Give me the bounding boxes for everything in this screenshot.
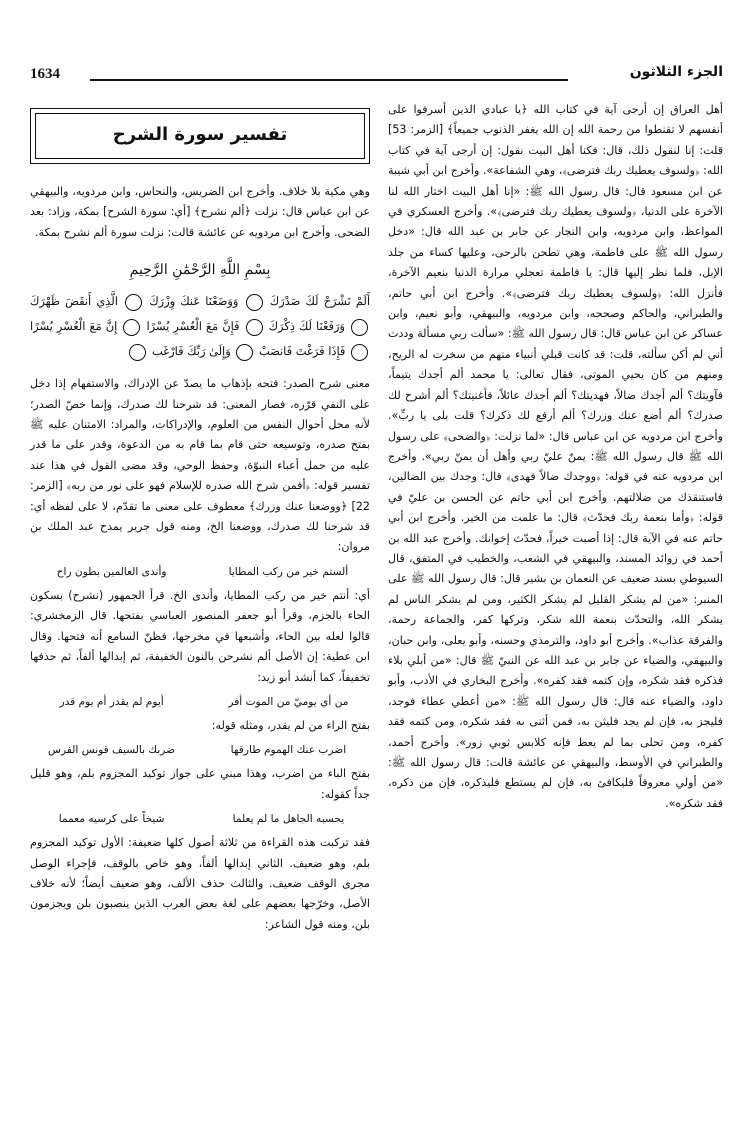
basmala: بِسْمِ اللَّهِ الرَّحْمَٰنِ الرَّحِيمِ [129, 262, 271, 279]
surah-title-box [30, 108, 370, 164]
paragraph: أهل العراق إن أرجى آية في كتاب الله ﴿يا عبادي الذين أسرفوا على أنفسهم لا تقنطوا من رحمة الله إن الله يغفر الذنوب جميعاً﴾ [الزمر: 53] قلت: إنا لنقول ذلك، قال: فكنا أهل البيت نقول: إن أرجى آية في كتاب الله: ﴿ولسوف يعطيك ربك فترضى﴾، وهي الشفاعة». وأخرج ابن أبي شيبة عن ابن مسعود قال: قال رسول الله ﷺ: «إنا أهل البيت اختار الله لنا الآخرة على الدنيا، ﴿ولسوف يعطيك ربك فترضى﴾». وأخرج العسكري في المواعظ، وابن مردويه، وابن النجار عن جابر بن عبد الله قال: «دخل رسول الله ﷺ على فاطمة، وهي تطحن بالرحى، وعليها كساء من جلد الإبل، فلما نظر إليها قال: يا فاطمة تعجلي مرارة الدنيا بنعيم الآخرة، فأنزل الله: ﴿ولسوف يعطيك ربك فترضى﴾». وأخرج ابن أبي حاتم، والطبراني، والحاكم وصححه، وابن مردويه، والبيهقي، وأبو نعيم، وابن عساكر عن ابن عباس قال: قال رسول الله ﷺ: «سألت ربي مسألة وددت أني لم أكن سألته، قلت: قد كانت قبلي أنبياء منهم من سخرت له الريح، ومنهم من كان يحيي الموتى، فقال تعالى: يا محمد ألم أجدك يتيماً، فآويتك؟ ألم أجدك ضالاً، فهديتك؟ ألم أجدك عائلاً، فأغنيتك؟ ألم أشرح لك صدرك؟ ألم أضع عنك وزرك؟ ألم أرفع لك ذكرك؟ قلت بلى يا ربِّ». وأخرج ابن مردويه عن ابن عباس قال: «لما نزلت: ﴿والضحى﴾ على رسول الله ﷺ قال رسول الله ﷺ: يمنّ عليّ ربي وأهل أن يمنّ ربي». وأخرج ابن مردويه عنه في قوله: ﴿ووجدك ضالاً فهدى﴾ قال: وجدك بين الضالين، فاستنقذك من ضلالتهم. وأخرج ابن أبي حاتم عن الحسن بن عليّ في قوله: ﴿وأما بنعمة ربك فحدّث﴾ قال: ما علمت من الخير. وأخرج ابن أبي حاتم عنه في الآية قال: إذا أصبت خيراً، فحدّث إخوانك. وأخرج عبد الله بن أحمد في زوائد المسند، والبيهقي في الشعب، والخطيب في المتفق، قال السيوطي بسند ضعيف عن النعمان بن بشير قال: قال رسول الله ﷺ على المنبر: «من لم يشكر القليل لم يشكر الكثير، ومن لم يشكر الناس لم يشكر الله، والتحدّث بنعمة الله شكر، وتركها كفر، والجماعة رحمة، والفرقة عذاب». وأخرج أبو داود، والترمذي وحسنه، وأبو يعلى، وابن حبان، والبيهقي، والضياء عن جابر بن عبد الله عن النبيّ ﷺ قال: «من أبلي بلاء فذكره فقد شكره، وإن كتمه فقد كفره». وأخرج البخاري في الأدب، وأبو داود، والضياء عنه قال: قال رسول الله ﷺ: «من أعطي عطاء فوجد، فليجز به، فإن لم يجد فليثن به، فمن أثنى به فقد شكره، ومن كتمه فقد كفره، ومن تحلى بما لم يعط فإنه كلابس ثوبي زور». وأخرج أحمد، والطبراني في الأوسط، والبيهقي عن عائشة قالت: قال رسول الله ﷺ: «من أولي معروفاً فليكافئ به، فإن لم يستطع فليذكره، فإن من ذكره، فقد شكره». [388, 103, 723, 810]
verse-end-marker-icon [123, 319, 140, 336]
body-paragraph: فقد تركبت هذه القراءة من ثلاثة أصول كلها ضعيفة: الأول توكيد المجزوم بلم، وهو ضعيف. الثاني إبدالها ألفاً، وهو خاص بالوقف، فإجراء الوصل مجرى الوقف ضعيف. والثالث حذف الألف، وهو ضعيف أيضاً؛ لأنه خلاف الأصل، وخرّجها بعضهم على لغة بعض العرب الذين ينصبون بلن ويجزمون بلن، ومنه قول الشاعر: [30, 836, 370, 931]
body-paragraph: أي: أنتم خير من ركب المطايا، وأندى الخ. قرأ الجمهور (نشرح) بسكون الحاء بالجزم، وقرأ أبو جعفر المنصور العباسي بفتحها. قال الزمخشري: قالوا لعله بين الحاء، وأشبعها في مخرجها، فظنّ السامع أنه فتحها. وقال ابن عطية: إن الأصل ألم نشرحن بالنون الخفيفة، ثم إبدالها ألفاً، ثم حذفها تخفيفاً، كما أنشد أبو زيد: [30, 588, 370, 684]
body-paragraph: بفتح الباء من اضرب، وهذا مبني على جواز توكيد المجزوم بلم، وهو قليل جداً كقوله: [30, 767, 370, 801]
poem-line [30, 740, 370, 760]
verse-end-marker-icon [246, 319, 263, 336]
verse-end-marker-icon [246, 294, 263, 311]
surah-title: تفسير سورة الشرح [35, 113, 365, 159]
verse-end-marker-icon [129, 344, 146, 361]
page-header [30, 66, 723, 88]
body-paragraph: معنى شرح الصدر: فتحه بإذهاب ما يصدّ عن الإدراك، والاستفهام إذا دخل على النفي قرّره، فصار المعنى: قد شرحنا لك صدرك، وإنما خصّ الصدر؛ لأنه محل أحوال النفس من العلوم، والإدراكات، والمراد: الامتنان عليه ﷺ بفتح صدره، وتوسيعه حتى قام بما قام به من الدعوة، وقدر على ما قدر عليه من حمل أعباء النبوّة، وحفظ الوحي، وقد مضى القول في هذا عند تفسير قوله: ﴿أفمن شرح الله صدره للإسلام فهو على نور من ربه﴾ [الزمر: 22] ﴿ووضعنا عنك وزرك﴾ معطوف على معنى ما تقدّم، لا على لفظه أي: قد شرحنا لك صدرك، ووضعنا الخ، ومنه قول جرير يمدح عبد الملك بن مروان: [30, 377, 370, 554]
verse-end-marker-icon [236, 344, 253, 361]
surah-verses [30, 289, 370, 364]
verse-end-marker-icon [351, 319, 368, 336]
verse: وَوَضَعْنَا عَنكَ وِزْرَكَ [149, 294, 239, 309]
hemistich: ألستم خير من ركب المطايا [228, 565, 349, 578]
verse: إِنَّ مَعَ الْعُسْرِ يُسْرًا [30, 319, 118, 334]
verse: وَرَفَعْنَا لَكَ ذِكْرَكَ [268, 319, 345, 334]
hemistich: من أي يوميّ من الموت أفر [228, 695, 349, 708]
verse: وَإِلَىٰ رَبِّكَ فَارْغَب [152, 344, 231, 359]
poem-line [30, 692, 370, 712]
verse-end-marker-icon [125, 294, 142, 311]
intro-paragraph: وهي مكية بلا خلاف. وأخرج ابن الضريس، والنحاس، وابن مردويه، والبيهقي عن ابن عباس قال: نزلت ﴿ألم نشرح﴾ [أي: سورة الشرح] بمكة، وزاد: بعد الضحى. وأخرج ابن مردويه عن عائشة قالت: نزلت سورة ألم نشرح بمكة. [30, 185, 370, 239]
hemistich: شيخاً على كرسيه معمما [58, 813, 165, 826]
hemistich: وأندى العالمين بطون راح [56, 565, 167, 578]
page-number: 1634 [30, 66, 60, 82]
verse: فَإِنَّ مَعَ الْعُسْرِ يُسْرًا [146, 319, 240, 334]
left-column [30, 108, 370, 935]
verse: فَإِذَا فَرَغْتَ فَانصَبْ [258, 344, 346, 359]
verse: الَّذِي أَنقَضَ ظَهْرَكَ [30, 294, 118, 309]
poem-line [30, 562, 370, 582]
poem-line [30, 809, 370, 829]
running-title: الجزء الثلاثون [629, 64, 723, 80]
verse-end-marker-icon [351, 344, 368, 361]
hemistich: أيوم لم يقدر أم يوم قدر [59, 695, 164, 708]
hemistich: يحسبه الجاهل ما لم يعلما [232, 813, 345, 826]
verse: أَلَمْ نَشْرَحْ لَكَ صَدْرَكَ [269, 294, 371, 309]
body-paragraph: بفتح الراء من لم يقدر، ومثله قوله: [211, 718, 370, 732]
right-column [388, 100, 723, 814]
hemistich: ضربك بالسيف قونس الفرس [48, 744, 176, 757]
header-rule [90, 79, 568, 81]
hemistich: اضرب عنك الهموم طارقها [230, 744, 347, 757]
